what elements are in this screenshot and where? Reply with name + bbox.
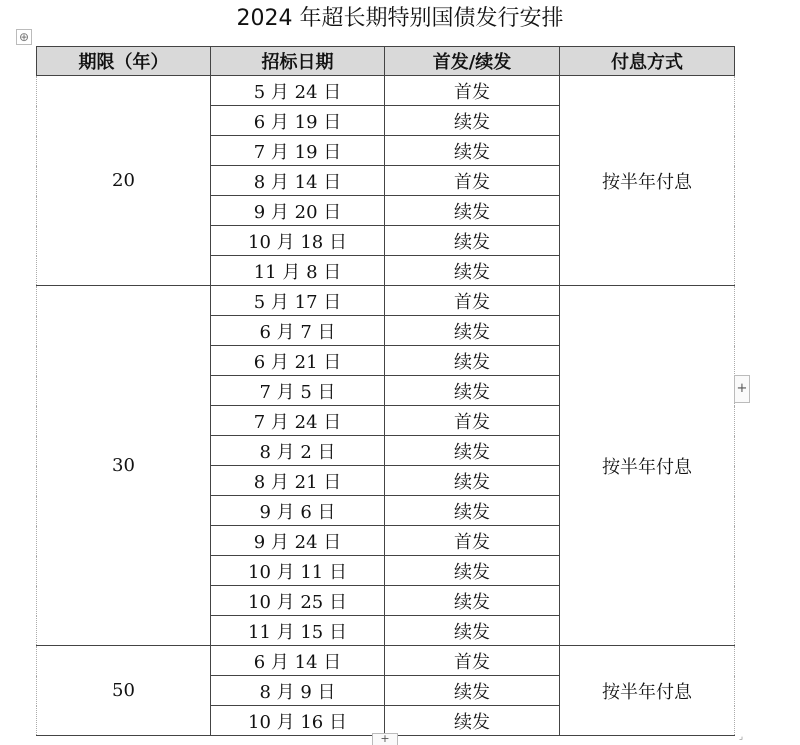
- auction-date-cell: 6 月 7 日: [211, 316, 385, 346]
- auction-date-cell: 11 月 8 日: [211, 256, 385, 286]
- auction-date-cell: 5 月 24 日: [211, 76, 385, 106]
- auction-date-cell: 10 月 25 日: [211, 586, 385, 616]
- table-row: [37, 646, 735, 676]
- table-resize-icon[interactable]: ⌟: [738, 732, 744, 742]
- document-title: 2024 年超长期特别国债发行安排: [236, 6, 564, 31]
- add-row-icon[interactable]: +: [372, 733, 398, 745]
- term-cell: 50: [37, 646, 211, 736]
- issue-type-cell: 续发: [385, 616, 560, 646]
- auction-date-cell: 9 月 6 日: [211, 496, 385, 526]
- auction-date-cell: 9 月 24 日: [211, 526, 385, 556]
- issue-type-cell: 首发: [385, 286, 560, 316]
- issue-type-cell: 续发: [385, 676, 560, 706]
- auction-date-cell: 6 月 21 日: [211, 346, 385, 376]
- issue-type-cell: 续发: [385, 706, 560, 736]
- table-header-row: [37, 47, 735, 76]
- issue-type-cell: 续发: [385, 226, 560, 256]
- add-column-icon[interactable]: +: [734, 375, 750, 403]
- issue-type-cell: 续发: [385, 196, 560, 226]
- issue-type-cell: 续发: [385, 466, 560, 496]
- issue-type-cell: 首发: [385, 406, 560, 436]
- issue-type-cell: 首发: [385, 166, 560, 196]
- issue-type-cell: 续发: [385, 346, 560, 376]
- auction-date-cell: 5 月 17 日: [211, 286, 385, 316]
- payment-method-cell: 按半年付息: [560, 286, 735, 646]
- auction-date-cell: 11 月 15 日: [211, 616, 385, 646]
- term-cell: 20: [37, 76, 211, 286]
- auction-date-cell: 8 月 21 日: [211, 466, 385, 496]
- issue-type-cell: 续发: [385, 316, 560, 346]
- table-move-icon[interactable]: ⊕: [16, 29, 32, 45]
- auction-date-cell: 7 月 24 日: [211, 406, 385, 436]
- issue-type-cell: 续发: [385, 106, 560, 136]
- auction-date-cell: 7 月 5 日: [211, 376, 385, 406]
- auction-date-cell: 9 月 20 日: [211, 196, 385, 226]
- auction-date-cell: 6 月 14 日: [211, 646, 385, 676]
- auction-date-cell: 8 月 2 日: [211, 436, 385, 466]
- auction-date-cell: 6 月 19 日: [211, 106, 385, 136]
- table-row: [37, 76, 735, 106]
- auction-date-cell: 10 月 16 日: [211, 706, 385, 736]
- table-row: [37, 286, 735, 316]
- bond-schedule-table: [36, 46, 735, 736]
- issue-type-cell: 续发: [385, 256, 560, 286]
- term-cell: 30: [37, 286, 211, 646]
- issue-type-cell: 首发: [385, 646, 560, 676]
- auction-date-cell: 7 月 19 日: [211, 136, 385, 166]
- issue-type-cell: 续发: [385, 136, 560, 166]
- header-payment-method: 付息方式: [560, 47, 735, 76]
- header-issue-type: 首发/续发: [385, 47, 560, 76]
- issue-type-cell: 首发: [385, 76, 560, 106]
- issue-type-cell: 首发: [385, 526, 560, 556]
- issue-type-cell: 续发: [385, 586, 560, 616]
- header-term: 期限（年）: [37, 47, 211, 76]
- issue-type-cell: 续发: [385, 556, 560, 586]
- table-body: [37, 76, 735, 736]
- issue-type-cell: 续发: [385, 436, 560, 466]
- header-auction-date: 招标日期: [211, 47, 385, 76]
- issue-type-cell: 续发: [385, 496, 560, 526]
- payment-method-cell: 按半年付息: [560, 646, 735, 736]
- auction-date-cell: 8 月 14 日: [211, 166, 385, 196]
- auction-date-cell: 10 月 18 日: [211, 226, 385, 256]
- issue-type-cell: 续发: [385, 376, 560, 406]
- auction-date-cell: 8 月 9 日: [211, 676, 385, 706]
- auction-date-cell: 10 月 11 日: [211, 556, 385, 586]
- payment-method-cell: 按半年付息: [560, 76, 735, 286]
